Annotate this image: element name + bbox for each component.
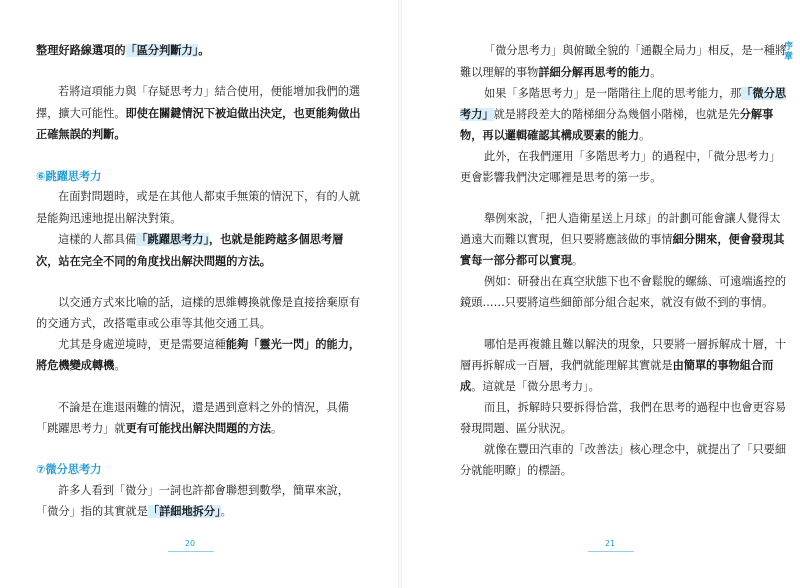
text-line [36, 252, 271, 272]
bold-text: 次，站在完全不同的角度找出解決問題的方法。 [36, 255, 271, 268]
body-text: 尤其是身處逆境時，更是需要這種 [58, 338, 226, 351]
body-text: 這樣的人都具備 [58, 233, 137, 246]
body-text: 「微分思考力」與俯瞰全貌的「通觀全局力」相反，是一種將 [484, 44, 787, 57]
text-line [460, 419, 572, 439]
text-line [460, 105, 773, 125]
text-line [484, 398, 786, 418]
page-number-rule [168, 551, 214, 552]
page-number: 21 [604, 539, 616, 548]
bold-text: 即使在關鍵情況下被迫做出決定，也更能夠做出 [125, 107, 361, 120]
highlighted-term: 「微分思 [741, 87, 787, 100]
body-text: 。 [220, 505, 232, 518]
bold-text: 將危機變成轉機 [36, 359, 115, 372]
body-text: 例如：研發出在真空狀態下也不會鬆脫的螺絲、可遠端遙控的 [484, 275, 787, 288]
page-number-rule [588, 551, 634, 552]
text-line [58, 82, 360, 102]
text-line [460, 230, 784, 250]
bold-text: ，也就是能跨越多個思考層 [209, 233, 344, 246]
body-text: 擇，擴大可能性。 [36, 107, 126, 120]
bold-text: 整理好路線選項的 [36, 44, 126, 57]
body-text: 是能夠迅速地提出解決對策。 [36, 212, 182, 225]
text-line [58, 187, 360, 207]
text-line [460, 63, 661, 83]
text-line [460, 126, 650, 146]
text-line [484, 147, 780, 167]
bold-text: 細分開來，便會發現其 [672, 233, 785, 246]
body-text: 分就能明瞭」的標語。 [460, 464, 572, 477]
text-line [460, 356, 773, 376]
text-line [460, 168, 661, 188]
body-text: 。 [270, 422, 283, 435]
body-text: 「微分」指的其實就是 [36, 505, 148, 518]
body-text: 就是將段差大的階梯細分為幾個小階梯，也就是先 [493, 108, 740, 121]
section-heading [36, 167, 101, 187]
bold-text: 由簡單的事物組合而 [672, 359, 774, 372]
text-line [36, 209, 181, 229]
text-line [58, 293, 360, 313]
body-text: 此外，在我們運用「多階思考力」的過程中，「微分思考力」 [484, 150, 781, 163]
body-text: 鏡頭……只要將這些細節部分組合起來，就沒有做不到的事情。 [460, 296, 774, 309]
page-number: 20 [184, 539, 196, 548]
text-line [58, 398, 349, 418]
highlighted-term: 「跳躍思考力」 [136, 233, 210, 246]
bold-text: 物，再以邏輯確認其構成要素的能力 [460, 129, 640, 142]
right-page [400, 0, 800, 588]
body-text: 。 [114, 359, 126, 372]
body-text: 許多人看到「微分」一詞也許都會聯想到數學，簡單來說， [58, 484, 349, 497]
highlighted-term: 「詳細地拆分」 [147, 505, 221, 518]
chapter-side-tab: 序章 [784, 42, 794, 62]
bold-text: 實每一部分都可以實現 [460, 254, 572, 267]
heading-text: ⑦微分思考力 [36, 463, 102, 476]
text-line [484, 41, 786, 61]
body-text: 。 [639, 129, 651, 142]
heading-text: ⑥跳躍思考力 [36, 170, 102, 183]
body-text: 不論是在進退兩難的情況，還是遇到意料之外的情況，具備 [58, 401, 349, 414]
bold-text: 正確無誤的判斷。 [36, 128, 126, 141]
text-line [460, 251, 583, 271]
body-text: 。 [571, 254, 584, 267]
text-line [58, 230, 343, 250]
text-line [36, 125, 126, 145]
highlighted-term: 考力」 [460, 108, 494, 121]
body-text: 過遠大而難以實現，但只要將應該做的事情 [460, 233, 673, 246]
body-text: 以交通方式來比喻的話，這樣的思維轉換就像是直接捨棄原有 [58, 296, 361, 309]
body-text: 就像在豐田汽車的「改善法」核心理念中，就提出了「只要細 [484, 443, 787, 456]
text-line [460, 377, 600, 397]
text-line [484, 84, 786, 104]
text-line [58, 481, 349, 501]
text-line [484, 272, 786, 292]
body-text: 而且，拆解時只要拆得恰當，我們在思考的過程中也會更容易 [484, 401, 787, 414]
body-text: 發現問題、區分狀況。 [460, 422, 572, 435]
body-text: 層再拆解成一百層，我們就能理解其實就是 [460, 359, 673, 372]
body-text: 難以理解的事物 [460, 66, 539, 79]
body-text: 如果「多階思考力」是一階階往上爬的思考能力，那 [484, 87, 742, 100]
bold-text: 分解事 [739, 108, 774, 121]
text-line [460, 461, 572, 481]
text-line [484, 440, 786, 460]
body-text: 更會影響我們決定哪裡是思考的第一步。 [460, 171, 662, 184]
body-text: 的交通方式，改搭電車或公車等其他交通工具。 [36, 317, 271, 330]
text-line [484, 335, 786, 355]
body-text: 若將這項能力與「存疑思考力」結合使用，便能增加我們的選 [58, 85, 361, 98]
body-text: 哪怕是再複雜且難以解決的現象，只要將一層拆解成十層，十 [484, 338, 787, 351]
text-line [484, 209, 780, 229]
body-text: 。 [650, 66, 662, 79]
bold-text: 能夠「靈光一閃」的能力， [225, 338, 361, 351]
bold-text: 。 [198, 44, 210, 57]
text-line [36, 502, 232, 522]
text-line [36, 356, 126, 376]
text-line [36, 419, 282, 439]
text-line [58, 335, 360, 355]
text-line [36, 41, 209, 61]
bold-text: 成 [460, 380, 472, 393]
text-line [460, 293, 773, 313]
text-line [36, 314, 271, 334]
body-text: 「跳躍思考力」就 [36, 422, 126, 435]
body-text: 在面對問題時，或是在其他人都束手無策的情況下，有的人就 [58, 190, 361, 203]
highlighted-term: 「區分判斷力」 [125, 44, 199, 57]
bold-text: 詳細分解再思考的能力 [538, 66, 651, 79]
text-line [36, 104, 360, 124]
section-heading [36, 460, 101, 480]
bold-text: 更有可能找出解決問題的方法 [125, 422, 271, 435]
body-text: 。這就是「微分思考力」。 [471, 380, 600, 393]
body-text: 舉例來說，「把人造衛星送上月球」的計劃可能會讓人覺得太 [484, 212, 781, 225]
